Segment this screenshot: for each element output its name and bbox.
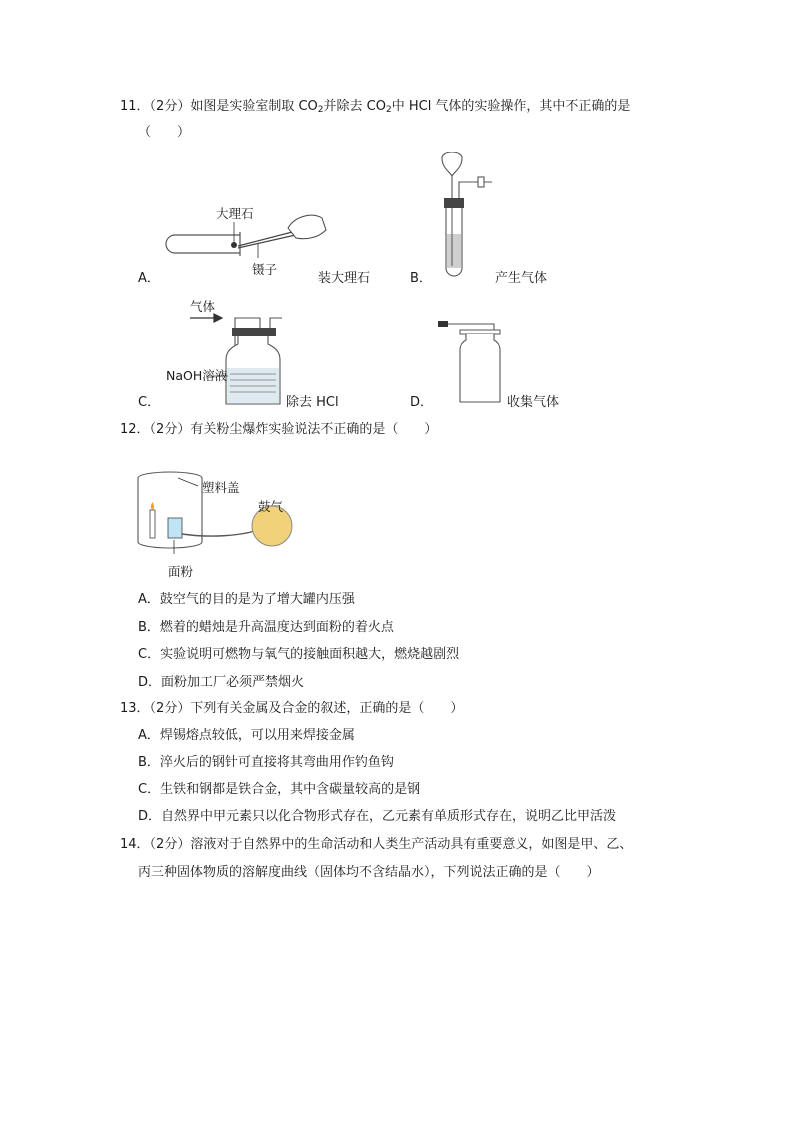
naoh-solution xyxy=(227,368,279,403)
tube-end-cap xyxy=(438,321,448,327)
q11-figure-c xyxy=(180,310,290,410)
label-marble: 大理石 xyxy=(216,206,254,221)
bottle-mouth-plate xyxy=(460,330,500,334)
option-d-letter: D． xyxy=(410,395,434,410)
tweezers xyxy=(238,230,300,248)
label-tweezers: 镊子 xyxy=(252,262,278,277)
q11-stem xyxy=(120,98,630,119)
label-gas: 气体 xyxy=(190,299,216,314)
label-bellows: 鼓气 xyxy=(258,499,284,514)
option-c-caption: 除去 HCl xyxy=(286,395,339,410)
q12-option-a: A．鼓空气的目的是为了增大罐内压强 xyxy=(138,592,355,607)
q13-option-d: D．自然界中甲元素只以化合物形式存在，乙元素有单质形式存在，说明乙比甲活泼 xyxy=(138,809,617,824)
q12-option-d: D．面粉加工厂必须严禁烟火 xyxy=(138,675,305,690)
option-c-letter: C． xyxy=(138,395,161,410)
option-b-letter: B． xyxy=(410,271,432,286)
label-plastic-lid: 塑料盖 xyxy=(202,480,240,495)
label-flour: 面粉 xyxy=(168,564,194,579)
flour-cup xyxy=(168,518,182,538)
q11-points: （2分） xyxy=(149,99,191,114)
q11-stem-b: 并除去 CO xyxy=(323,99,386,114)
bottle-stopper xyxy=(232,328,276,336)
label-naoh-solution: NaOH溶液 xyxy=(166,368,228,383)
q14-stem-line2: 丙三种固体物质的溶解度曲线（固体均不含结晶水），下列说法正确的是（ ） xyxy=(138,865,600,880)
q12-option-b: B．燃着的蜡烛是升高温度达到面粉的着火点 xyxy=(138,620,394,635)
hand xyxy=(288,215,326,238)
option-b-caption: 产生气体 xyxy=(495,271,548,286)
q14-stem-line1: 14．（2分）溶液对于自然界中的生命活动和人类生产活动具有重要意义，如图是甲、乙、 xyxy=(120,837,633,852)
rubber-stopper xyxy=(444,198,464,208)
option-d-caption: 收集气体 xyxy=(507,395,560,410)
q12-stem: 12．（2分）有关粉尘爆炸实验说法不正确的是（ ） xyxy=(120,422,438,437)
q11-figure-d xyxy=(438,316,508,406)
test-tube-horizontal xyxy=(166,232,240,256)
q13-stem: 13．（2分）下列有关金属及合金的叙述，正确的是（ ） xyxy=(120,701,464,716)
q11-stem-c: 中 HCl 气体的实验操作，其中不正确的是 xyxy=(391,99,631,114)
collection-bottle xyxy=(460,334,500,402)
q11-subscript-2: 2 xyxy=(385,105,392,115)
q11-number: 11． xyxy=(120,99,150,114)
option-a-letter: A． xyxy=(138,271,160,286)
gas-arrow-icon xyxy=(190,314,222,322)
funnel-bulb xyxy=(442,152,462,176)
q11-answer-paren: （ ） xyxy=(138,125,191,140)
option-a-caption: 装大理石 xyxy=(318,271,371,286)
q13-option-c: C．生铁和钢都是铁合金，其中含碳量较高的是钢 xyxy=(138,782,421,797)
q11-subscript-1: 2 xyxy=(317,105,324,115)
q11-figure-b xyxy=(432,152,496,280)
q12-option-c: C．实验说明可燃物与氧气的接触面积越大，燃烧越剧烈 xyxy=(138,647,460,662)
q13-option-a: A．焊锡熔点较低，可以用来焊接金属 xyxy=(138,728,355,743)
q13-option-b: B．淬火后的钢针可直接将其弯曲用作钓鱼钩 xyxy=(138,755,394,770)
q11-stem-a: 如图是实验室制取 CO xyxy=(190,99,318,114)
